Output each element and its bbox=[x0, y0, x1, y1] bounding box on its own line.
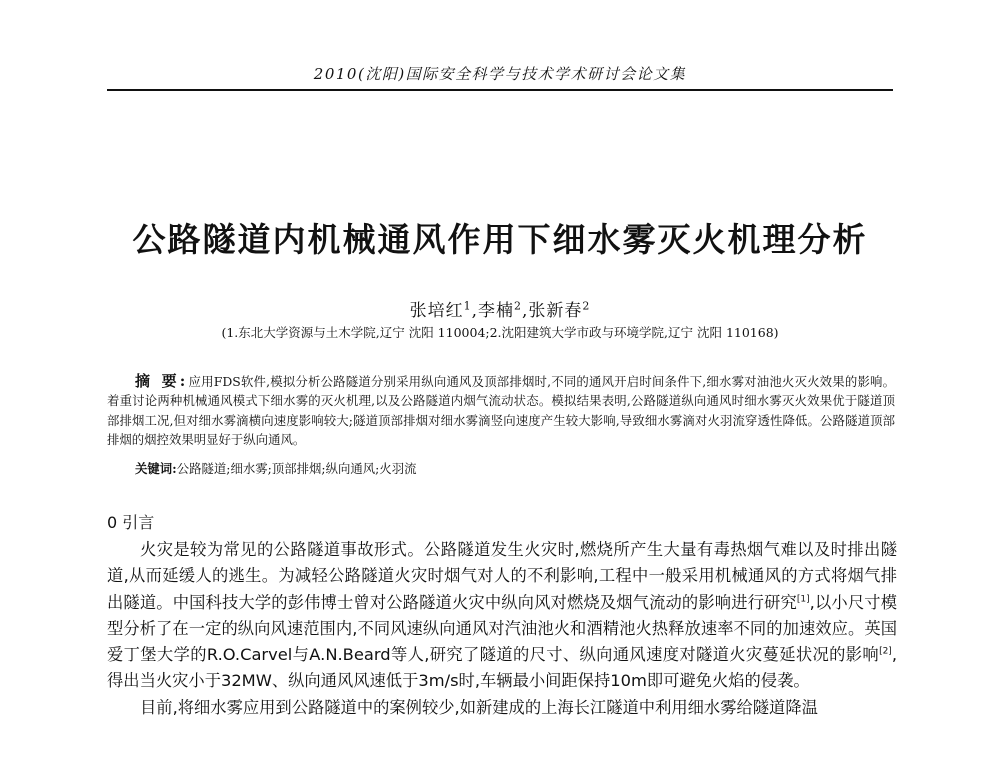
keywords-label: 关键词: bbox=[135, 461, 177, 476]
abstract-label: 摘 要: bbox=[135, 372, 189, 390]
citation-link[interactable]: [2] bbox=[879, 646, 892, 657]
abstract-text: 应用FDS软件,模拟分析公路隧道分别采用纵向通风及顶部排烟时,不同的通风开启时间条件下,细水雾对油池火灭火效果的影响。着重讨论两种机械通风模式下细水雾的灭火机理,以及公路隧道内烟气流动状态。模拟结果表明,公路隧道纵向通风时细水雾灭火效果优于隧道顶部排烟工况,但对细水雾滴横向速度影响较大;隧道顶部排烟对细水雾滴竖向速度产生较大影响,导致细水雾滴对火羽流穿透性降低。公路隧道顶部排烟的烟控效果明显好于纵向通风。 bbox=[107, 374, 896, 448]
author-name: 张培红 bbox=[409, 301, 464, 321]
author-name: 李楠 bbox=[478, 301, 514, 321]
author-affil-mark: 2 bbox=[582, 299, 591, 313]
paragraph-text: ,得出当火灾小于32MW、纵向通风风速低于3m/s时,车辆最小间距保持10m即可避免火焰的侵袭。 bbox=[107, 645, 897, 691]
author-list: 张培红$^1$,李楠$^2$,张新春$^2$ bbox=[409, 299, 591, 321]
author-affil-mark: 2 bbox=[514, 299, 522, 313]
abstract bbox=[107, 372, 895, 450]
author-name: 张新春 bbox=[528, 301, 583, 321]
keywords-text: 公路隧道;细水雾;顶部排烟;纵向通风;火羽流 bbox=[176, 461, 417, 476]
paragraph-text: ,以小尺寸模型分析了在一定的纵向风速范围内,不同风速纵向通风对汽油池火和酒精池火热释放速率不同的加速效应。英国爱丁堡大学的R.O.Carvel与A.N.Beard等人,研究了隧道的尺寸、纵向通风速度对隧道火灾蔓延状况的影响 bbox=[107, 592, 897, 665]
running-head: 2010(沈阳)国际安全科学与技术学术研讨会论文集 bbox=[313, 65, 687, 83]
paragraph bbox=[107, 537, 897, 695]
citation-link[interactable]: [1] bbox=[796, 594, 810, 605]
author-affil-mark: 1 bbox=[463, 299, 472, 313]
keywords bbox=[135, 459, 895, 477]
header-rule bbox=[107, 89, 893, 91]
affiliations: (1.东北大学资源与土木学院,辽宁 沈阳 110004;2.沈阳建筑大学市政与环境学院,辽宁 沈阳 110168) bbox=[221, 325, 779, 340]
paper-title: 公路隧道内机械通风作用下细水雾灭火机理分析 bbox=[132, 220, 868, 259]
paragraph-text: 火灾是较为常见的公路隧道事故形式。公路隧道发生火灾时,燃烧所产生大量有毒热烟气难以及时排出隧道,从而延缓人的逃生。为减轻公路隧道火灾时烟气对人的不利影响,工程中一般采用机械通风的方式将烟气排出隧道。中国科技大学的彭伟博士曾对公路隧道火灾中纵向风对燃烧及烟气流动的影响进行研究 bbox=[107, 540, 897, 612]
paragraph-text: 目前,将细水雾应用到公路隧道中的案例较少,如新建成的上海长江隧道中利用细水雾给隧道降温 bbox=[140, 697, 818, 717]
body-text bbox=[107, 537, 897, 721]
paragraph bbox=[107, 695, 897, 721]
section-heading: 0 引言 bbox=[107, 513, 155, 532]
